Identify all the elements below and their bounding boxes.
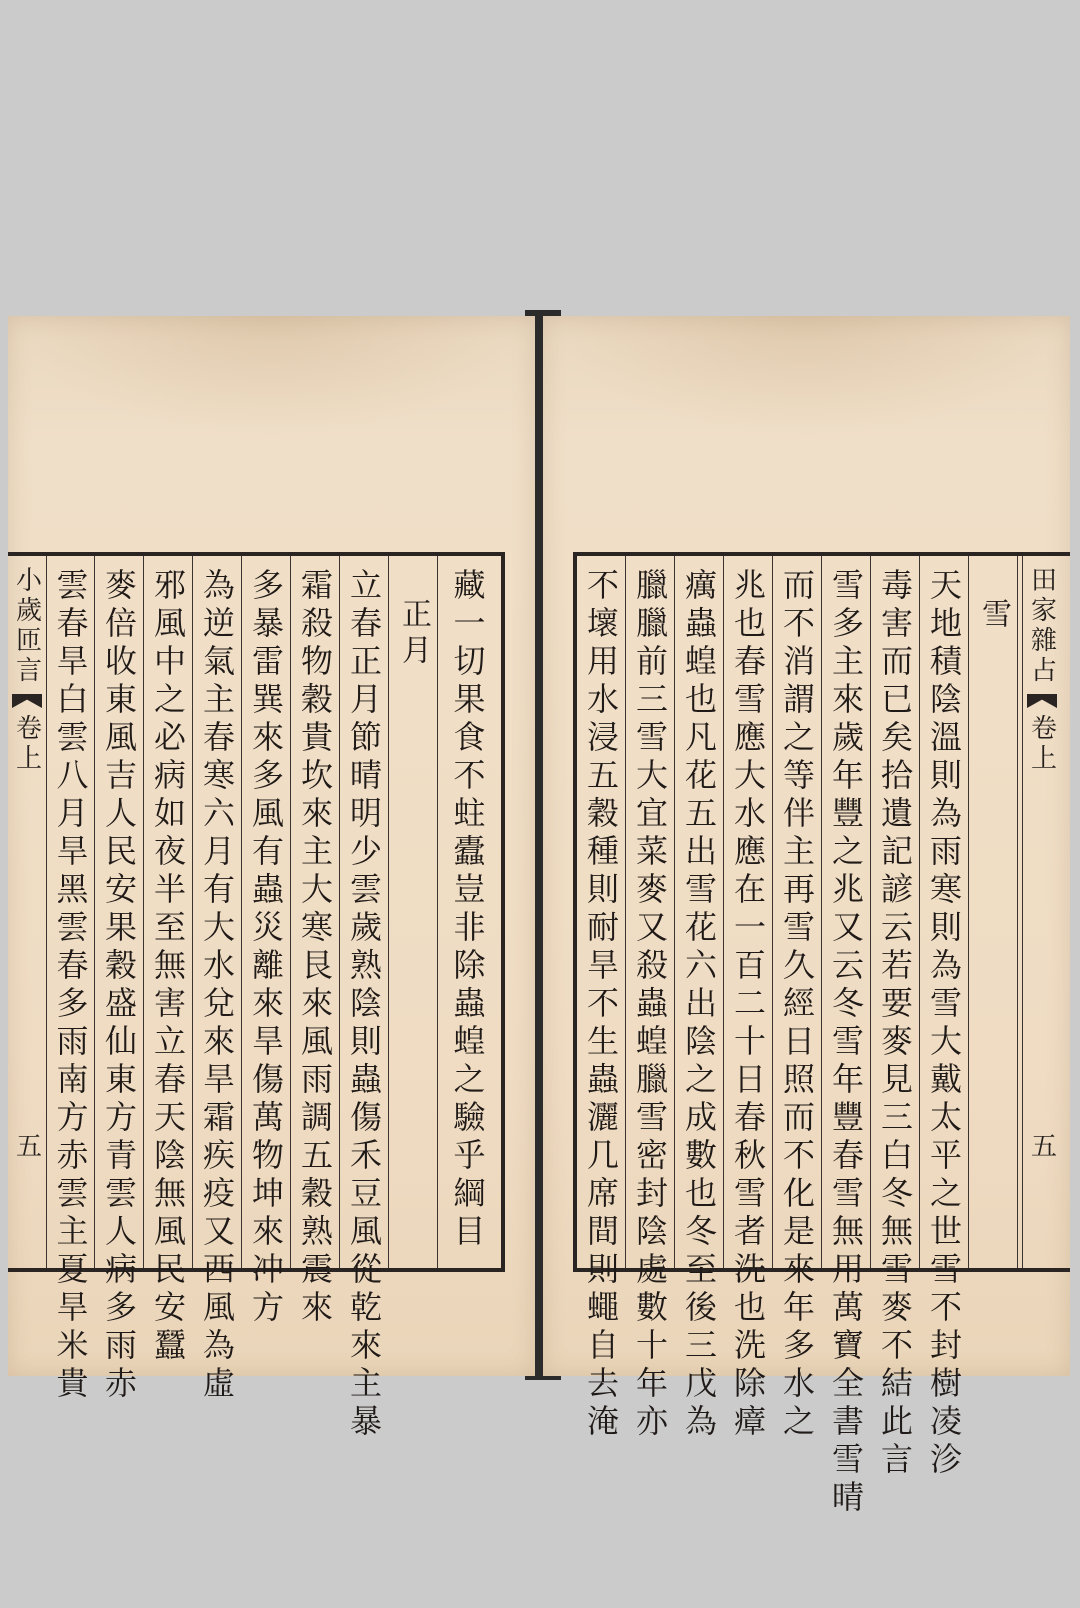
water-stain	[8, 316, 535, 436]
right-page	[543, 316, 1070, 1518]
right-text-frame	[573, 552, 1070, 1518]
right-margin-volume: 卷上	[1026, 714, 1057, 774]
text-column	[969, 556, 1018, 1268]
text-column	[871, 556, 920, 1480]
column-text: 雲春旱白雲八月旱黑雲春多雨南方赤雲主夏旱米貴	[51, 568, 90, 1404]
text-column	[675, 556, 724, 1442]
right-margin-title: 田家雜占	[1026, 566, 1057, 686]
left-text-frame	[8, 552, 505, 1442]
right-margin-column	[1022, 556, 1061, 1268]
text-column	[577, 556, 626, 1442]
left-margin-column	[8, 556, 46, 1268]
column-text: 毒害而已矣拾遺記諺云若要麥見三白冬無雪麥不結此言	[876, 568, 914, 1480]
text-column	[242, 556, 291, 1328]
column-text: 雪多主來歲年豐之兆又云冬雪年豐春雪無用萬寶全書雪晴	[827, 568, 865, 1518]
column-text: 多暴雷巽來多風有蟲災離來旱傷萬物坤來冲方	[247, 568, 285, 1328]
fish-tail-mark	[12, 694, 42, 708]
left-page	[8, 316, 535, 1442]
text-column	[920, 556, 969, 1480]
text-column	[193, 556, 242, 1404]
section-heading: 雪	[976, 598, 1011, 634]
column-text: 麥倍收東風吉人民安果穀盛仙東方青雲人病多雨赤	[100, 568, 138, 1404]
text-column	[626, 556, 675, 1442]
text-column	[46, 556, 95, 1404]
text-column	[340, 556, 389, 1442]
left-margin-title: 小歲匝言	[11, 566, 42, 686]
text-column	[438, 556, 497, 1268]
column-text: 天地積陰溫則為雨寒則為雪大戴太平之世雪不封樹凌沴	[925, 568, 963, 1480]
column-text: 兆也春雪應大水應在一百二十日春秋雪者洗也洗除瘴	[729, 568, 767, 1442]
column-text: 立春正月節晴明少雲歲熟陰則蟲傷禾豆風從乾來主暴	[345, 568, 383, 1442]
text-column	[389, 556, 438, 1268]
text-column	[773, 556, 822, 1442]
column-text: 而不消謂之等伴主再雪久經日照而不化是來年多水之	[778, 568, 816, 1442]
fish-tail-mark	[1027, 694, 1057, 708]
section-heading: 正月	[396, 598, 431, 670]
left-folio-number: 五	[11, 1132, 42, 1158]
column-text: 霜殺物穀貴坎來主大寒艮來風雨調五穀熟震來	[296, 568, 334, 1328]
text-column	[291, 556, 340, 1328]
column-text: 臘臘前三雪大宜菜麥又殺蟲蝗臘雪密封陰處數十年亦	[631, 568, 669, 1442]
column-text: 邪風中之必病如夜半至無害立春天陰無風民安蠶	[149, 568, 187, 1366]
water-stain	[543, 316, 1070, 436]
column-text: 癘蟲蝗也凡花五出雪花六出陰之成數也冬至後三戊為	[680, 568, 718, 1442]
left-margin-volume: 卷上	[11, 714, 42, 774]
column-text: 藏一切果食不蛀蠹豈非除蟲蝗之驗乎綱目	[448, 568, 487, 1252]
column-text: 為逆氣主春寒六月有大水兌來旱霜疾疫又西風為虛	[198, 568, 236, 1404]
text-column	[144, 556, 193, 1366]
column-text: 不壞用水浸五穀種則耐旱不生蟲灑几席間則蠅自去淹	[582, 568, 620, 1442]
text-column	[95, 556, 144, 1404]
text-column	[822, 556, 871, 1518]
text-column	[724, 556, 773, 1442]
right-folio-number: 五	[1026, 1132, 1057, 1158]
